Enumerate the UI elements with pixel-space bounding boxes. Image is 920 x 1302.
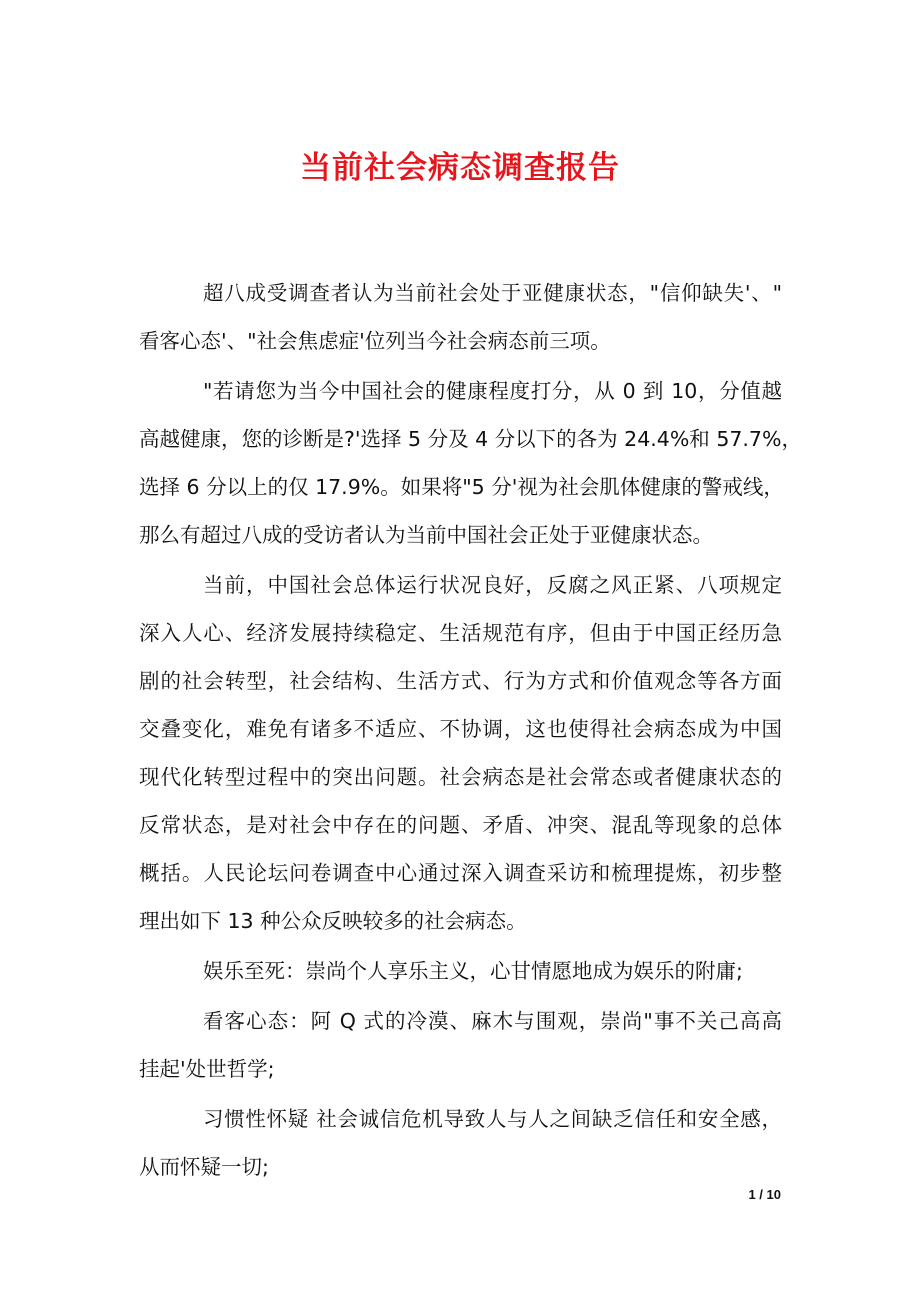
text-line: 理出如下 13 种公众反映较多的社会病态。: [139, 909, 527, 933]
page-number: 1 / 10: [748, 1187, 781, 1202]
text-line: 剧的社会转型，社会结构、生活方式、行为方式和价值观念等各方面: [139, 669, 782, 693]
text-line: 深入人心、经济发展持续稳定、生活规范有序，但由于中国正经历急: [139, 621, 782, 645]
text-line: 那么有超过八成的受访者认为当前中国社会正处于亚健康状态。: [139, 523, 713, 547]
text-line: "若请您为当今中国社会的健康程度打分，从 0 到 10，分值越: [203, 379, 782, 403]
text-line: 当前，中国社会总体运行状况良好，反腐之风正紧、八项规定: [203, 573, 782, 597]
text-line: 超八成受调查者认为当前社会处于亚健康状态，"信仰缺失'、": [203, 281, 782, 305]
document-body: [139, 269, 802, 1193]
text-line: 娱乐至死：崇尚个人享乐主义，心甘情愿地成为娱乐的附庸;: [203, 959, 743, 983]
paragraph: [139, 367, 802, 559]
paragraph: [139, 561, 782, 945]
document-title: 当前社会病态调查报告: [300, 150, 620, 186]
text-line: 看客心态：阿 Q 式的冷漠、麻木与围观，崇尚"事不关己高高: [203, 1009, 782, 1033]
text-line: 看客心态'、"社会焦虑症'位列当今社会病态前三项。: [139, 329, 611, 353]
text-line: 高越健康，您的诊断是?'选择 5 分及 4 分以下的各为 24.4%和 57.7%，: [139, 427, 802, 451]
text-line: 选择 6 分以上的仅 17.9%。如果将"5 分'视为社会肌体健康的警戒线，: [139, 475, 784, 499]
text-line: 从而怀疑一切;: [139, 1155, 269, 1179]
text-line: 反常状态，是对社会中存在的问题、矛盾、冲突、混乱等现象的总体: [139, 813, 782, 837]
text-line: 概括。人民论坛问卷调查中心通过深入调查采访和梳理提炼，初步整: [139, 861, 782, 885]
text-line: 挂起'处世哲学;: [139, 1057, 275, 1081]
paragraph: [139, 1095, 782, 1191]
text-line: 习惯性怀疑 社会诚信危机导致人与人之间缺乏信任和安全感，: [203, 1107, 782, 1131]
paragraph: [139, 947, 782, 995]
paragraph: [139, 997, 782, 1093]
paragraph: [139, 269, 782, 365]
text-line: 现代化转型过程中的突出问题。社会病态是社会常态或者健康状态的: [139, 765, 782, 789]
text-line: 交叠变化，难免有诸多不适应、不协调，这也使得社会病态成为中国: [139, 717, 782, 741]
